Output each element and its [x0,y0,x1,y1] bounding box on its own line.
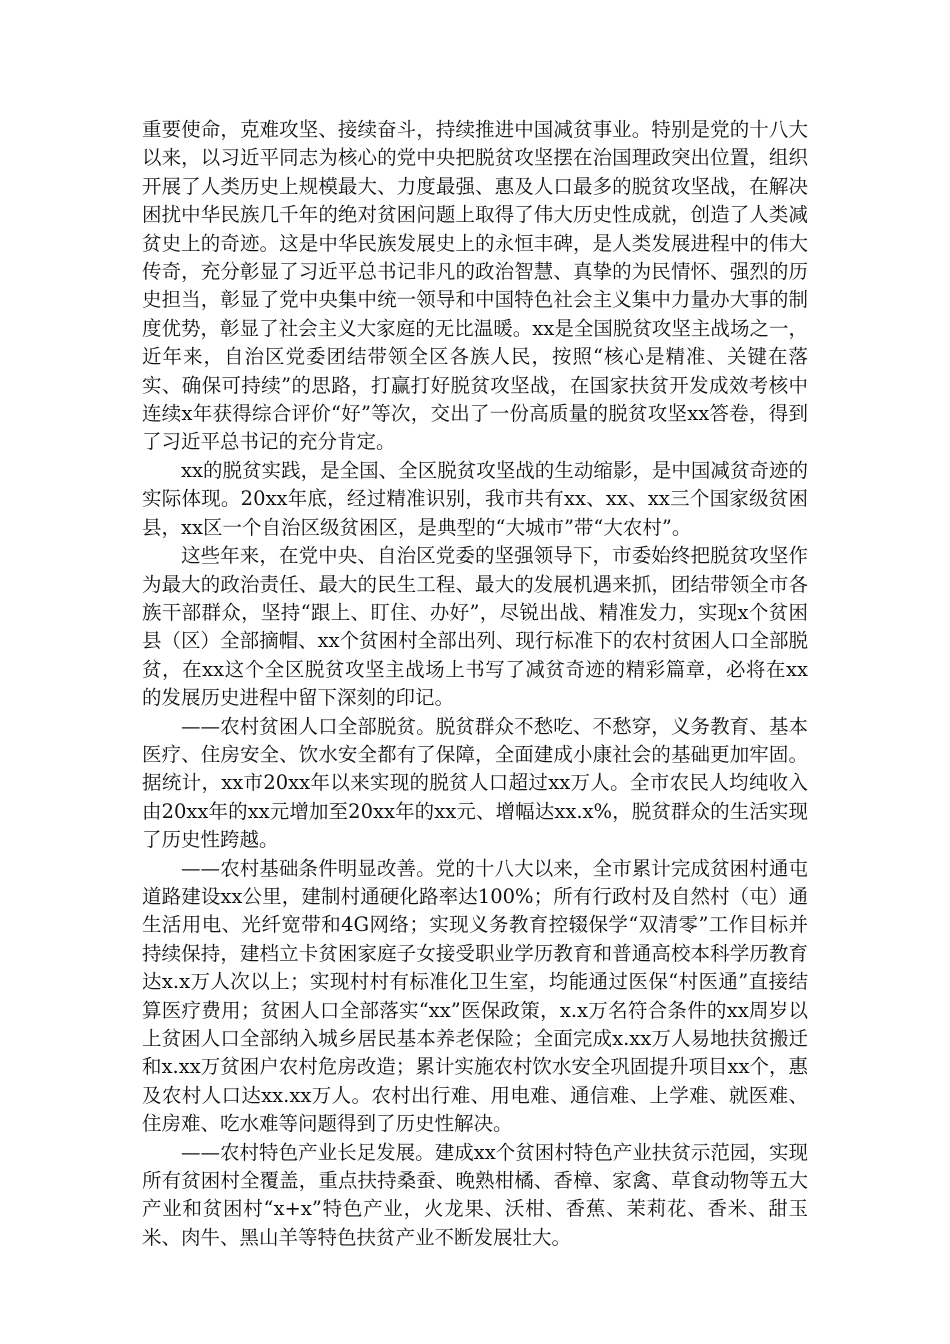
paragraph-3: 这些年来，在党中央、自治区党委的坚强领导下，市委始终把脱贫攻坚作为最大的政治责任、最大的民生工程、最大的发展机遇来抓，团结带领全市各族干部群众，坚持“跟上、盯住、办好”，尽锐出战、精准发力，实现x个贫困县（区）全部摘帽、xx个贫困村全部出列、现行标准下的农村贫困人口全部脱贫，在xx这个全区脱贫攻坚主战场上书写了减贫奇迹的精彩篇章，必将在xx的发展历史进程中留下深刻的印记。 [142,544,808,710]
paragraph-4: ——农村贫困人口全部脱贫。脱贫群众不愁吃、不愁穿，义务教育、基本医疗、住房安全、饮水安全都有了保障，全面建成小康社会的基础更加牢固。据统计，xx市20xx年以来实现的脱贫人口超过xx万人。全市农民人均纯收入由20xx年的xx元增加至20xx年的xx元、增幅达xx.x%，脱贫群众的生活实现了历史性跨越。 [142,714,808,852]
document-body [142,116,808,1252]
paragraph-2: xx的脱贫实践，是全国、全区脱贫攻坚战的生动缩影，是中国减贫奇迹的实际体现。20xx年底，经过精准识别，我市共有xx、xx、xx三个国家级贫困县，xx区一个自治区级贫困区，是典型的“大城市”带“大农村”。 [142,458,808,539]
paragraph-5: ——农村基础条件明显改善。党的十八大以来，全市累计完成贫困村通屯道路建设xx公里，建制村通硬化路率达100%；所有行政村及自然村（屯）通生活用电、光纤宽带和4G网络；实现义务教育控辍保学“双清零”工作目标并持续保持，建档立卡贫困家庭子女接受职业学历教育和普通高校本科学历教育达x.x万人次以上；实现村村有标准化卫生室，均能通过医保“村医通”直接结算医疗费用；贫困人口全部落实“xx”医保政策，x.x万名符合条件的xx周岁以上贫困人口全部纳入城乡居民基本养老保险；全面完成x.xx万人易地扶贫搬迁和x.xx万贫困户农村危房改造；累计实施农村饮水安全巩固提升项目xx个，惠及农村人口达xx.xx万人。农村出行难、用电难、通信难、上学难、就医难、住房难、吃水难等问题得到了历史性解决。 [142,856,808,1136]
paragraph-6: ——农村特色产业长足发展。建成xx个贫困村特色产业扶贫示范园，实现所有贫困村全覆盖，重点扶持桑蚕、晚熟柑橘、香樟、家禽、草食动物等五大产业和贫困村“x+x”特色产业，火龙果、沃柑、香蕉、茉莉花、香米、甜玉米、肉牛、黑山羊等特色扶贫产业不断发展壮大。 [142,1140,808,1249]
paragraph-1: 重要使命，克难攻坚、接续奋斗，持续推进中国减贫事业。特别是党的十八大以来，以习近平同志为核心的党中央把脱贫攻坚摆在治国理政突出位置，组织开展了人类历史上规模最大、力度最强、惠及人口最多的脱贫攻坚战，在解决困扰中华民族几千年的绝对贫困问题上取得了伟大历史性成就，创造了人类减贫史上的奇迹。这是中华民族发展史上的永恒丰碑，是人类发展进程中的伟大传奇，充分彰显了习近平总书记非凡的政治智慧、真挚的为民情怀、强烈的历史担当，彰显了党中央集中统一领导和中国特色社会主义集中力量办大事的制度优势，彰显了社会主义大家庭的无比温暖。xx是全国脱贫攻坚主战场之一，近年来，自治区党委团结带领全区各族人民，按照“核心是精准、关键在落实、确保可持续”的思路，打赢打好脱贫攻坚战，在国家扶贫开发成效考核中连续x年获得综合评价“好”等次，交出了一份高质量的脱贫攻坚xx答卷，得到了习近平总书记的充分肯定。 [142,118,808,454]
